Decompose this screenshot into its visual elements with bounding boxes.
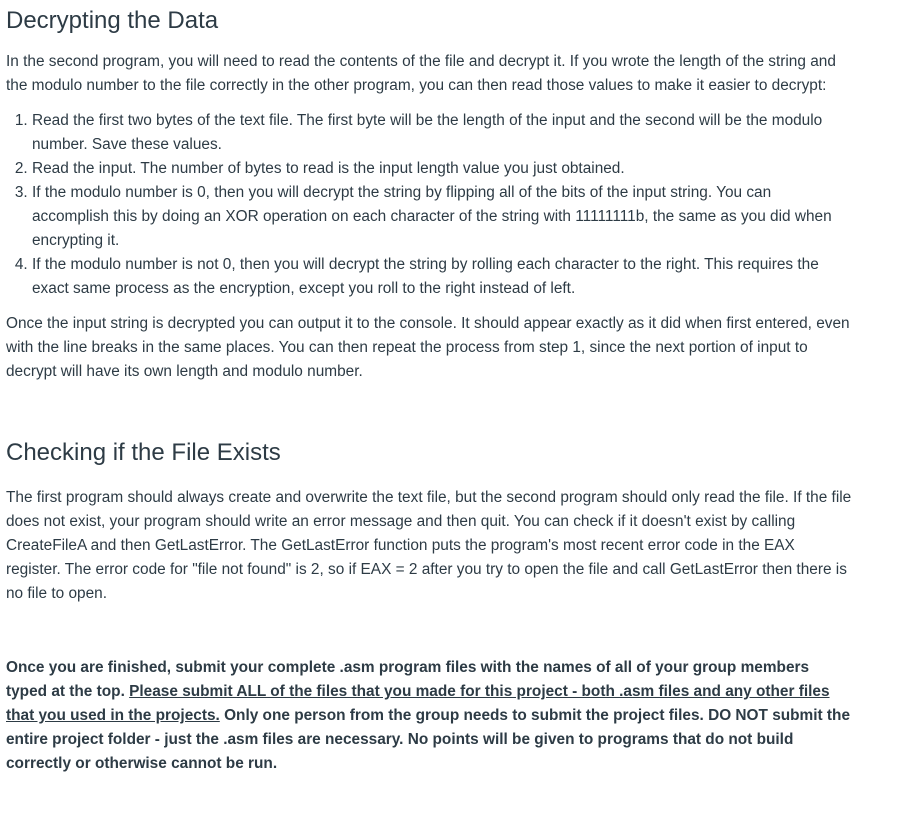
decrypt-intro-paragraph: In the second program, you will need to read the contents of the file and decrypt it. If you wrote the length of the string and the modulo number to the file correctly in the other program, you can then read those values to make it easier to decrypt: (6, 53, 836, 94)
decrypt-step-1: 1. Read the first two bytes of the text file. The first byte will be the length of the input and the second will be the modulo number. Save these values. (32, 109, 852, 157)
submission-instructions (6, 656, 852, 776)
decrypt-steps-list (6, 109, 852, 301)
submission-text-part2: Only one person from the group needs to submit the project files. DO NOT submit the entire project folder - just the .asm files are necessary. No points will be given to programs that do not build correctly or otherwise cannot be run. (6, 707, 851, 772)
submission-underlined-text: Please submit ALL of the files that you made for this project - both .asm files and any other files that you used in the projects. (6, 683, 830, 724)
heading-checking-file-exists: Checking if the File Exists (6, 439, 281, 466)
decrypt-after-paragraph: Once the input string is decrypted you can output it to the console. It should appear exactly as it did when first entered, even with the line breaks in the same places. You can then repeat the process from step 1, since the next portion of input to decrypt will have its own length and modulo number. (6, 315, 850, 380)
decrypt-step-4: 4. If the modulo number is not 0, then you will decrypt the string by rolling each character to the right. This requires the exact same process as the encryption, except you roll to the right instead of left. (32, 253, 852, 301)
check-file-paragraph: The first program should always create and overwrite the text file, but the second program should only read the file. If the file does not exist, your program should write an error message and then quit. You can check if it doesn't exist by calling CreateFileA and then GetLastError. The GetLastError function puts the program's most recent error code in the EAX register. The error code for "file not found" is 2, so if EAX = 2 after you try to open the file and call GetLastError then there is no file to open. (6, 489, 852, 602)
submission-text-part1: Once you are finished, submit your complete .asm program files with the names of all of your group members typed at the top. (6, 659, 810, 700)
heading-decrypting-the-data: Decrypting the Data (6, 7, 219, 34)
decrypt-step-2: 2. Read the input. The number of bytes to read is the input length value you just obtained. (32, 157, 852, 181)
decrypt-step-3: 3. If the modulo number is 0, then you will decrypt the string by flipping all of the bits of the input string. You can accomplish this by doing an XOR operation on each character of the string with 11111111b, the same as you did when encrypting it. (32, 181, 852, 253)
